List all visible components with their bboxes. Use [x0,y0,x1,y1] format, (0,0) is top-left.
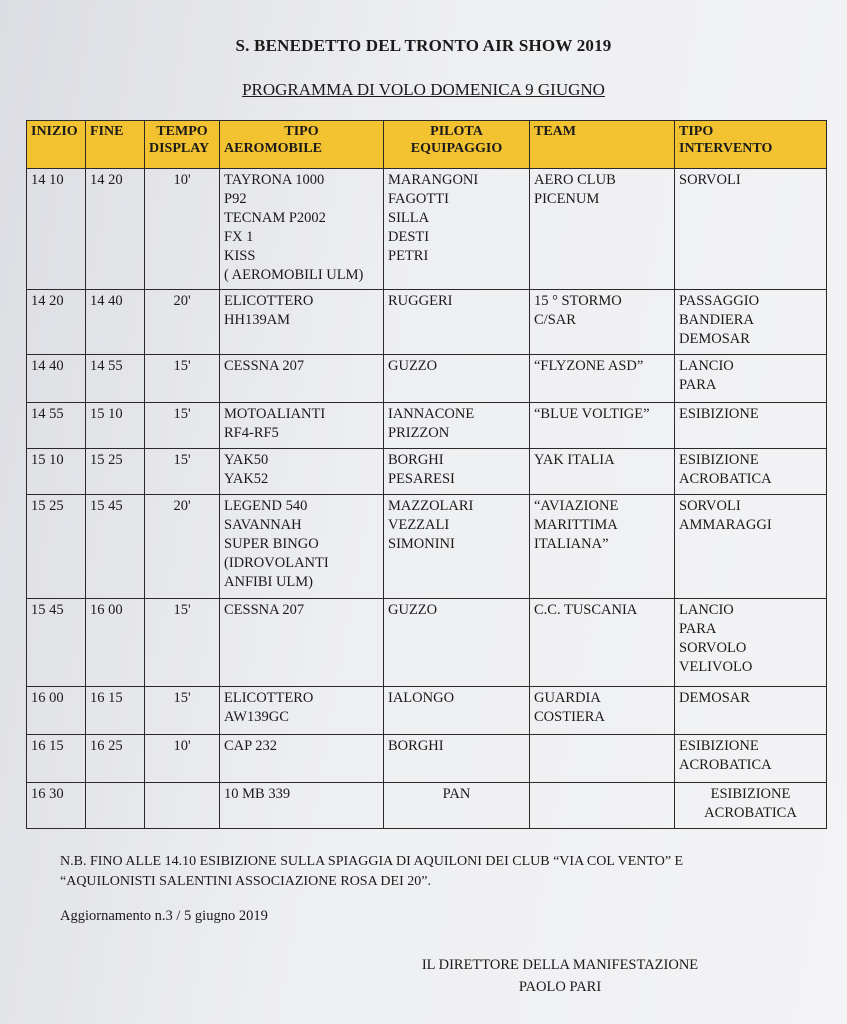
cell-intervento [675,735,827,783]
table-row [27,169,827,290]
cell-fine [86,783,145,829]
cell-aeromobile [220,403,384,449]
cell-tempo [145,783,220,829]
cell-pilota-line: RUGGERI [388,293,453,309]
cell-fine: 16 00 [86,599,145,687]
cell-team [530,783,675,829]
cell-team [530,687,675,735]
cell-pilota [384,735,530,783]
cell-intervento-line: AMMARAGGI [679,517,772,533]
cell-aeromobile [220,783,384,829]
cell-team-line: MARITTIMA [534,517,618,533]
cell-tempo: 15' [145,687,220,735]
table-row [27,449,827,495]
cell-intervento-line: ACROBATICA [704,805,797,821]
cell-team [530,735,675,783]
cell-inizio: 14 40 [27,355,86,403]
cell-team-line: ITALIANA” [534,536,609,552]
cell-intervento-line: DEMOSAR [679,690,750,706]
cell-fine: 14 20 [86,169,145,290]
cell-team-line: 15 ° STORMO [534,293,622,309]
cell-inizio: 15 25 [27,495,86,599]
cell-tempo: 20' [145,290,220,355]
cell-tempo: 20' [145,495,220,599]
cell-team-line: C/SAR [534,312,576,328]
table-row [27,735,827,783]
cell-team [530,403,675,449]
cell-intervento-line: ACROBATICA [679,471,772,487]
header-line: TIPO [679,124,714,139]
cell-fine: 15 10 [86,403,145,449]
cell-pilota-line: SIMONINI [388,536,455,552]
cell-intervento [675,355,827,403]
director-title: IL DIRETTORE DELLA MANIFESTAZIONE [421,957,699,973]
cell-fine: 15 45 [86,495,145,599]
cell-pilota [384,355,530,403]
footer-note-line: N.B. FINO ALLE 14.10 ESIBIZIONE SULLA SPIAGGIA DI AQUILONI DEI CLUB “VIA COL VENTO” E [60,854,684,869]
document-title: S. BENEDETTO DEL TRONTO AIR SHOW 2019 [235,36,612,55]
cell-aeromobile-line: ( AEROMOBILI ULM) [224,267,364,283]
cell-team-line: GUARDIA [534,690,601,706]
cell-aeromobile-line: CAP 232 [224,738,278,754]
table-row [27,403,827,449]
cell-aeromobile [220,169,384,290]
cell-team [530,599,675,687]
cell-pilota-line: VEZZALI [388,517,450,533]
director-name: PAOLO PARI [518,979,602,995]
cell-aeromobile-line: ELICOTTERO [224,293,314,309]
cell-fine: 16 15 [86,687,145,735]
table-header-row [27,121,827,169]
cell-aeromobile-line: YAK50 [224,452,269,468]
cell-pilota-line: PRIZZON [388,425,450,441]
cell-pilota [384,599,530,687]
cell-aeromobile-line: LEGEND 540 [224,498,308,514]
cell-intervento-line: DEMOSAR [679,331,750,347]
cell-inizio: 14 55 [27,403,86,449]
table-row [27,599,827,687]
cell-intervento-line: PARA [679,621,717,637]
cell-intervento [675,449,827,495]
header-tipo-aeromobile [220,121,384,169]
footer-note [60,852,820,892]
header-line: EQUIPAGGIO [410,141,503,156]
cell-aeromobile-line: SAVANNAH [224,517,302,533]
cell-intervento [675,687,827,735]
cell-tempo: 10' [145,169,220,290]
cell-intervento [675,495,827,599]
cell-aeromobile [220,355,384,403]
cell-pilota-line: BORGHI [388,452,444,468]
table-row [27,687,827,735]
cell-team [530,449,675,495]
cell-aeromobile [220,687,384,735]
cell-pilota-line: PAN [442,786,471,802]
cell-tempo: 15' [145,449,220,495]
cell-pilota-line: BORGHI [388,738,444,754]
cell-intervento-line: SORVOLI [679,172,741,188]
cell-aeromobile [220,290,384,355]
cell-aeromobile-line: YAK52 [224,471,269,487]
cell-intervento [675,169,827,290]
cell-pilota-line: SILLA [388,210,430,226]
cell-inizio: 15 10 [27,449,86,495]
cell-aeromobile-line: HH139AM [224,312,291,328]
cell-pilota [384,783,530,829]
header-pilota [384,121,530,169]
cell-aeromobile-line: CESSNA 207 [224,358,305,374]
cell-aeromobile-line: ELICOTTERO [224,690,314,706]
cell-aeromobile-line: RF4-RF5 [224,425,279,441]
cell-inizio: 14 20 [27,290,86,355]
header-tempo-line: DISPLAY [149,141,210,156]
cell-aeromobile [220,495,384,599]
cell-tempo: 15' [145,599,220,687]
header-inizio: INIZIO [27,121,86,169]
cell-aeromobile-line: P92 [224,191,247,207]
cell-aeromobile [220,449,384,495]
cell-intervento-line: LANCIO [679,602,734,618]
cell-pilota [384,687,530,735]
cell-aeromobile-line: MOTOALIANTI [224,406,326,422]
cell-pilota-line: PETRI [388,248,429,264]
cell-intervento-line: ESIBIZIONE [679,738,759,754]
cell-intervento [675,783,827,829]
cell-pilota-line: MARANGONI [388,172,479,188]
cell-team-line: COSTIERA [534,709,605,725]
table-row [27,495,827,599]
cell-inizio: 14 10 [27,169,86,290]
cell-team-line: AERO CLUB [534,172,616,188]
cell-pilota-line: FAGOTTI [388,191,449,207]
cell-aeromobile-line: 10 MB 339 [224,786,291,802]
cell-team-line: “AVIAZIONE [534,498,619,514]
cell-team-line: “BLUE VOLTIGE” [534,406,650,422]
cell-team [530,290,675,355]
footer-note-line: “AQUILONISTI SALENTINI ASSOCIAZIONE ROSA DEI 20”. [60,874,431,889]
cell-team-line: YAK ITALIA [534,452,615,468]
cell-intervento-line: BANDIERA [679,312,754,328]
cell-intervento-line: LANCIO [679,358,734,374]
header-tempo-line: TEMPO [156,124,208,139]
cell-aeromobile-line: (IDROVOLANTI [224,555,329,571]
cell-pilota-line: PESARESI [388,471,455,487]
header-line: AEROMOBILE [224,141,323,156]
table-row [27,783,827,829]
cell-aeromobile-line: TECNAM P2002 [224,210,326,226]
cell-aeromobile-line: TAYRONA 1000 [224,172,325,188]
cell-intervento-line: ESIBIZIONE [679,452,759,468]
cell-tempo: 10' [145,735,220,783]
cell-aeromobile-line: CESSNA 207 [224,602,305,618]
cell-pilota [384,449,530,495]
cell-intervento-line: VELIVOLO [679,659,753,675]
header-line: INTERVENTO [679,141,773,156]
cell-team [530,355,675,403]
cell-aeromobile-line: AW139GC [224,709,289,725]
header-line: TIPO [284,124,319,139]
header-line: PILOTA [430,124,483,139]
cell-intervento-line: ACROBATICA [679,757,772,773]
cell-aeromobile-line: SUPER BINGO [224,536,319,552]
cell-aeromobile [220,599,384,687]
cell-inizio: 16 00 [27,687,86,735]
cell-intervento-line: PASSAGGIO [679,293,760,309]
cell-tempo: 15' [145,355,220,403]
header-team: TEAM [530,121,675,169]
cell-intervento-line: ESIBIZIONE [710,786,791,802]
cell-pilota-line: GUZZO [388,602,438,618]
cell-team-line: C.C. TUSCANIA [534,602,638,618]
cell-pilota-line: IALONGO [388,690,455,706]
cell-team-line: PICENUM [534,191,600,207]
cell-inizio: 15 45 [27,599,86,687]
update-line: Aggiornamento n.3 / 5 giugno 2019 [60,908,268,924]
cell-intervento-line: ESIBIZIONE [679,406,759,422]
table-row [27,290,827,355]
cell-inizio: 16 15 [27,735,86,783]
cell-pilota [384,290,530,355]
header-fine: FINE [86,121,145,169]
cell-pilota [384,495,530,599]
cell-tempo: 15' [145,403,220,449]
cell-intervento [675,403,827,449]
cell-fine: 14 40 [86,290,145,355]
flight-program-table [26,120,827,829]
cell-aeromobile-line: ANFIBI ULM) [224,574,314,590]
cell-intervento [675,599,827,687]
header-tempo [145,121,220,169]
cell-intervento [675,290,827,355]
cell-pilota-line: DESTI [388,229,430,245]
cell-aeromobile [220,735,384,783]
document-subtitle: PROGRAMMA DI VOLO DOMENICA 9 GIUGNO [242,80,605,99]
cell-aeromobile-line: FX 1 [224,229,254,245]
cell-pilota-line: IANNACONE [388,406,475,422]
cell-aeromobile-line: KISS [224,248,256,264]
cell-fine: 14 55 [86,355,145,403]
cell-intervento-line: SORVOLI [679,498,741,514]
table-body [27,169,827,829]
cell-team [530,495,675,599]
table-row [27,355,827,403]
cell-fine: 15 25 [86,449,145,495]
cell-fine: 16 25 [86,735,145,783]
cell-pilota-line: GUZZO [388,358,438,374]
header-tipo-intervento [675,121,827,169]
cell-pilota-line: MAZZOLARI [388,498,474,514]
cell-pilota [384,169,530,290]
cell-intervento-line: PARA [679,377,717,393]
cell-team-line: “FLYZONE ASD” [534,358,644,374]
cell-team [530,169,675,290]
cell-inizio: 16 30 [27,783,86,829]
director-block [395,954,725,998]
cell-intervento-line: SORVOLO [679,640,747,656]
cell-pilota [384,403,530,449]
